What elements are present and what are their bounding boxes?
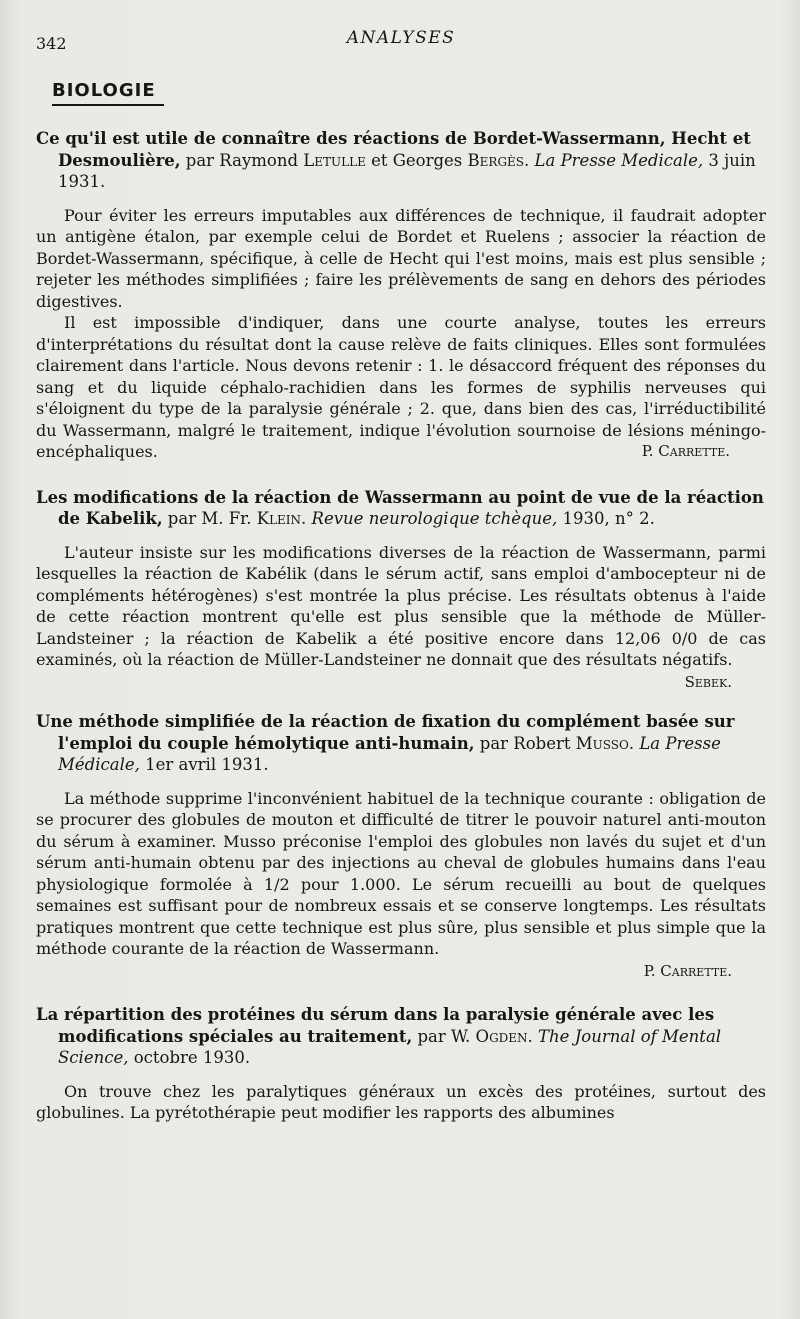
article-4 — [36, 1004, 766, 1124]
author-name: Musso — [575, 733, 629, 753]
reviewer-signature: P. Carrette. — [641, 442, 730, 460]
article-1 — [36, 128, 766, 463]
page-number: 342 — [36, 34, 67, 53]
body-paragraph: La méthode supprime l'inconvénient habituel de la technique courante : obligation de se procurer des globules de mouton et difficulté de titrer le pouvoir naturel anti-mouton du sérum à examiner. Musso préconise l'emploi des globules non lavés du sujet et d'un sérum anti-humain obtenu par des injections au cheval de globules humains dans l'eau physiologique formolée à 1/2 pour 1.000. Le sérum recueilli au bout de quelques semaines est suffisant pour de nombreux essais et se conserve longtemps. Les résultats pratiques montrent que cette technique est plus sûre, plus sensible et plus simple que la méthode courante de la réaction de Wassermann. — [36, 788, 766, 958]
author-name: Klein — [256, 509, 302, 528]
authors-text: par W. — [412, 1026, 476, 1046]
authors-text: par M. Fr. — [162, 509, 257, 528]
authors-text: et Georges — [365, 150, 468, 170]
article-body — [36, 205, 766, 463]
authors-text: par Raymond — [180, 150, 304, 170]
authors-text: . — [301, 509, 312, 528]
article-title — [36, 1004, 766, 1069]
article-title — [36, 711, 766, 776]
journal-name: Revue neurologique tchèque, — [311, 509, 558, 528]
publication-date: octobre 1930. — [128, 1048, 251, 1067]
article-body — [36, 542, 766, 694]
publication-date: 3 juin 1931. — [58, 150, 756, 191]
journal-name: La Presse Medicale, — [534, 150, 704, 170]
article-body — [36, 1081, 766, 1124]
authors-text: . — [628, 733, 640, 753]
authors-text: par Robert — [474, 733, 576, 753]
authors-text: . — [524, 150, 535, 170]
body-paragraph: L'auteur insiste sur les modifications diverses de la réaction de Wassermann, parmi lesquelles la réaction de Kabélik (dans le sérum actif, sans emploi d'ambocepteur ni de compléments hétérogènes) s'est montrée la plus précise. Les résultats obtenus à l'aide de cette réaction montrent qu'elle est plus sensible que la méthode de Müller-Landsteiner ; la réaction de Kabelik a été positive encore dans 12,06 0/0 de cas examinés, où la réaction de Müller-Landsteiner ne donnait que des résultats négatifs. — [36, 542, 766, 669]
author-name: Bergès — [467, 150, 525, 170]
section-heading: BIOLOGIE — [52, 80, 164, 106]
publication-date: 1er avril 1931. — [139, 755, 269, 774]
article-title — [36, 487, 766, 530]
authors-text: . — [527, 1026, 539, 1046]
title-text: Une méthode simplifiée de la réaction de fixation du complément basée sur l'emploi du couple hémolytique anti-humain, — [36, 712, 735, 753]
running-title: ANALYSES — [346, 28, 456, 48]
title-text: Ce qu'il est utile de connaître des réactions de Bordet-Wassermann, Hecht et Desmoulière, — [36, 129, 751, 170]
article-body — [36, 788, 766, 983]
publication-date: 1930, n° 2. — [557, 509, 655, 528]
body-paragraph: Pour éviter les erreurs imputables aux différences de technique, il faudrait adopter un antigène étalon, par exemple celui de Bordet et Ruelens ; associer la réaction de Bordet-Wassermann, spécifique, à celle de Hecht qui l'est moins, mais est plus sensible ; rejeter les méthodes simplifiées ; faire les prélèvements de sang en dehors des périodes digestives. — [36, 205, 766, 311]
reviewer-signature: Sebek. — [684, 672, 732, 691]
body-paragraph: On trouve chez les paralytiques généraux un excès des protéines, surtout des globulines. La pyrétothérapie peut modifier les rapports des albumines — [36, 1081, 766, 1122]
author-name: Ogden — [475, 1026, 528, 1046]
author-name: Letulle — [303, 150, 366, 170]
title-text: Les modifications de la réaction de Wassermann au point de vue de la réaction de Kabelik, — [36, 487, 764, 528]
running-head — [36, 24, 766, 54]
title-text: La répartition des protéines du sérum dans la paralysie générale avec les modifications spéciales au traitement, — [36, 1005, 715, 1046]
article-2 — [36, 487, 766, 694]
journal-name: La Presse Médicale, — [58, 733, 721, 774]
article-3 — [36, 711, 766, 982]
journal-name: The Journal of Mental Science, — [58, 1026, 722, 1067]
body-paragraph: Il est impossible d'indiquer, dans une courte analyse, toutes les erreurs d'interprétations du résultat dont la cause relève de faits cliniques. Elles sont formulées clairement dans l'article. Nous devons retenir : 1. le désaccord fréquent des réponses du sang et du liquide céphalo-rachidien dans les formes de syphilis nerveuses qui s'éloignent du type de la paralysie générale ; 2. que, dans bien des cas, l'irréductibilité du Wassermann, malgré le traitement, indique l'évolution sournoise de lésions méningo-encéphaliques. — [36, 313, 766, 461]
article-title — [36, 128, 766, 193]
reviewer-signature: P. Carrette. — [643, 961, 732, 980]
